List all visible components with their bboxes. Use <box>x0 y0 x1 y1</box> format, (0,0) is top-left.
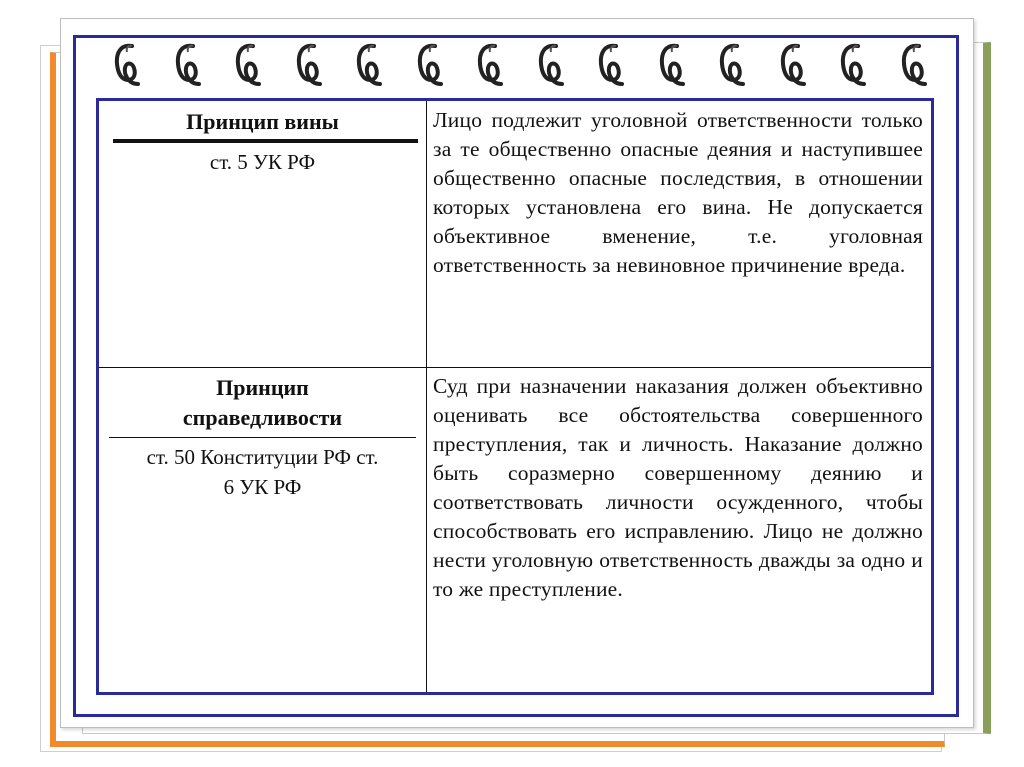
principle-reference: ст. 5 УК РФ <box>209 150 316 174</box>
principles-table <box>96 98 934 695</box>
binder-ring-icon <box>655 40 689 90</box>
principle-reference: ст. 50 Конституции РФ ст. 6 УК РФ <box>146 445 379 499</box>
binder-ring-icon <box>110 40 144 90</box>
binder-ring-icon <box>594 40 628 90</box>
binder-ring-icon <box>352 40 386 90</box>
binder-ring-icon <box>231 40 265 90</box>
principle-description: Лицо подлежит уголовной ответственности только за те общественно опасные деяния и наступившее общественно опасные последствия, в отношении которых установлена его вина. Не допускается объективное вменение, т.е. уголовная ответственность за невиновное причинение вреда. <box>433 108 923 277</box>
binder-ring-icon <box>836 40 870 90</box>
binder-ring-icon <box>171 40 205 90</box>
binder-rings <box>90 40 950 96</box>
binder-ring-icon <box>715 40 749 90</box>
binder-ring-icon <box>776 40 810 90</box>
binder-ring-icon <box>413 40 447 90</box>
row-1-left <box>99 107 426 177</box>
title-rule <box>113 139 418 143</box>
principle-title: Принцип вины <box>186 109 339 134</box>
principle-description: Суд при назначении наказания должен объективно оценивать все обстоятельства совершенного преступления, так и личность. Наказание должно быть соразмерно совершенному деянию и соответствовать личности осужденного, чтобы способствовать его исправлению. Лицо не должно нести уголовную ответственность дважды за одно и то же преступление. <box>433 374 923 601</box>
title-rule <box>109 437 416 438</box>
row-2-left <box>99 373 426 502</box>
principle-title: Принцип справедливости <box>182 375 343 430</box>
binder-ring-icon <box>534 40 568 90</box>
binder-ring-icon <box>292 40 326 90</box>
binder-ring-icon <box>897 40 931 90</box>
row-divider <box>99 367 931 368</box>
column-divider <box>426 101 427 692</box>
binder-ring-icon <box>473 40 507 90</box>
